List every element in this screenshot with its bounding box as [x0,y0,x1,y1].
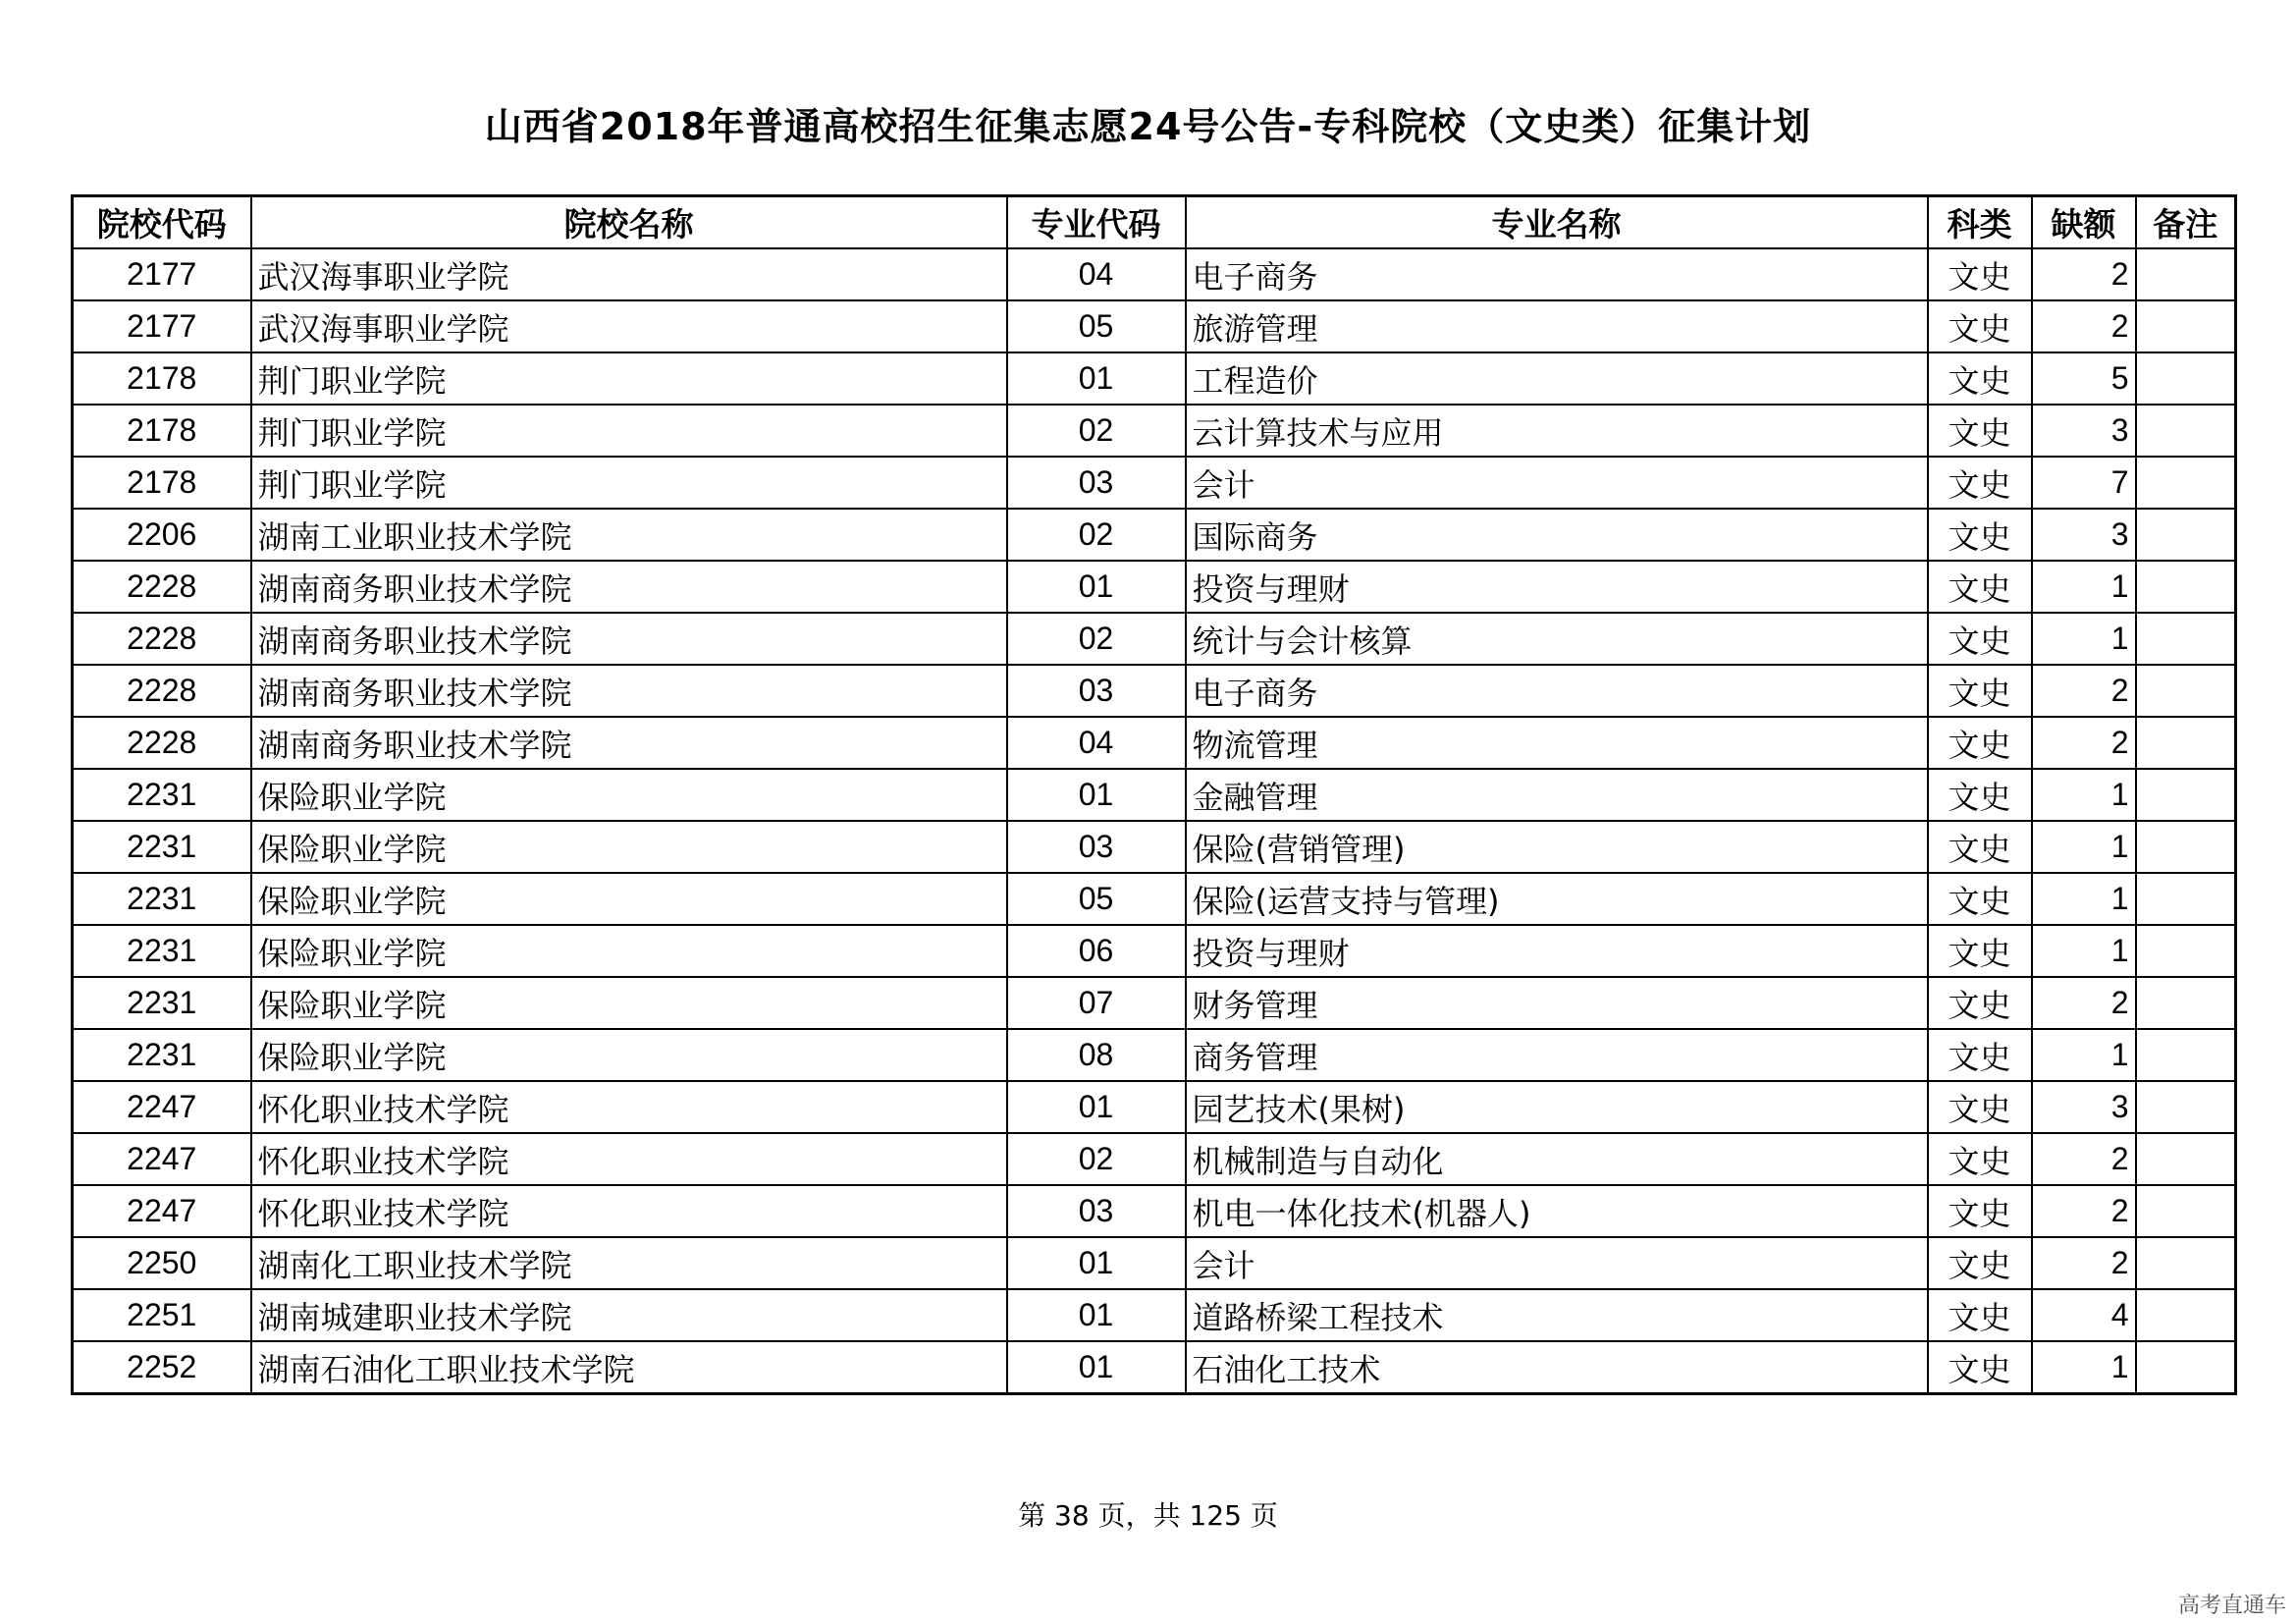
cell-school-name: 湖南城建职业技术学院 [251,1289,1007,1341]
cell-category: 文史 [1928,300,2032,352]
cell-quota: 1 [2032,1029,2136,1081]
cell-category: 文史 [1928,613,2032,665]
cell-major-code: 02 [1007,509,1186,561]
table-row [73,300,2236,352]
page-footer: 第 38 页，共 125 页 [1018,1499,1278,1532]
cell-major-name: 金融管理 [1186,769,1928,821]
cell-school-code: 2231 [73,925,251,977]
cell-major-name: 国际商务 [1186,509,1928,561]
cell-quota: 1 [2032,769,2136,821]
cell-category: 文史 [1928,925,2032,977]
cell-school-code: 2177 [73,248,251,300]
cell-category: 文史 [1928,1081,2032,1133]
cell-category: 文史 [1928,248,2032,300]
cell-school-name: 湖南商务职业技术学院 [251,665,1007,717]
cell-major-code: 08 [1007,1029,1186,1081]
cell-quota: 2 [2032,977,2136,1029]
header-major-code: 专业代码 [1007,196,1186,249]
cell-school-name: 怀化职业技术学院 [251,1133,1007,1185]
cell-school-code: 2231 [73,769,251,821]
cell-note [2136,1237,2236,1289]
cell-major-name: 道路桥梁工程技术 [1186,1289,1928,1341]
cell-note [2136,873,2236,925]
cell-school-code: 2228 [73,665,251,717]
cell-major-code: 05 [1007,873,1186,925]
table-body [73,248,2236,1394]
cell-school-name: 保险职业学院 [251,1029,1007,1081]
cell-quota: 2 [2032,717,2136,769]
cell-quota: 2 [2032,665,2136,717]
cell-school-name: 怀化职业技术学院 [251,1185,1007,1237]
cell-school-code: 2178 [73,457,251,509]
cell-category: 文史 [1928,509,2032,561]
cell-category: 文史 [1928,352,2032,405]
cell-note [2136,248,2236,300]
cell-major-code: 01 [1007,561,1186,613]
cell-quota: 2 [2032,248,2136,300]
table-row [73,1341,2236,1394]
cell-category: 文史 [1928,1341,2032,1394]
cell-major-code: 06 [1007,925,1186,977]
cell-quota: 1 [2032,925,2136,977]
cell-category: 文史 [1928,1289,2032,1341]
cell-category: 文史 [1928,821,2032,873]
cell-school-name: 保险职业学院 [251,873,1007,925]
cell-school-code: 2247 [73,1185,251,1237]
cell-quota: 2 [2032,1185,2136,1237]
cell-quota: 3 [2032,1081,2136,1133]
cell-school-name: 怀化职业技术学院 [251,1081,1007,1133]
cell-note [2136,1341,2236,1394]
cell-major-code: 03 [1007,457,1186,509]
table-row [73,1289,2236,1341]
cell-quota: 7 [2032,457,2136,509]
table-row [73,561,2236,613]
table-row [73,1081,2236,1133]
header-school-code: 院校代码 [73,196,251,249]
cell-note [2136,561,2236,613]
cell-quota: 2 [2032,1237,2136,1289]
cell-major-code: 02 [1007,405,1186,457]
cell-school-code: 2228 [73,561,251,613]
cell-note [2136,300,2236,352]
cell-school-name: 湖南化工职业技术学院 [251,1237,1007,1289]
cell-major-name: 旅游管理 [1186,300,1928,352]
cell-school-code: 2178 [73,405,251,457]
cell-school-code: 2228 [73,717,251,769]
cell-school-name: 湖南商务职业技术学院 [251,561,1007,613]
cell-school-code: 2250 [73,1237,251,1289]
cell-quota: 1 [2032,821,2136,873]
cell-note [2136,717,2236,769]
cell-note [2136,1289,2236,1341]
table-row [73,1185,2236,1237]
cell-category: 文史 [1928,873,2032,925]
header-school-name: 院校名称 [251,196,1007,249]
cell-school-code: 2177 [73,300,251,352]
table-header-row [73,196,2236,249]
cell-category: 文史 [1928,1185,2032,1237]
cell-note [2136,1081,2236,1133]
cell-school-code: 2231 [73,821,251,873]
cell-quota: 5 [2032,352,2136,405]
table-row [73,821,2236,873]
cell-school-name: 武汉海事职业学院 [251,248,1007,300]
cell-major-code: 01 [1007,769,1186,821]
cell-category: 文史 [1928,457,2032,509]
table-row [73,925,2236,977]
cell-category: 文史 [1928,1133,2032,1185]
cell-note [2136,405,2236,457]
cell-major-code: 01 [1007,1237,1186,1289]
cell-major-code: 01 [1007,352,1186,405]
cell-quota: 2 [2032,300,2136,352]
cell-major-code: 05 [1007,300,1186,352]
page-title: 山西省2018年普通高校招生征集志愿24号公告-专科院校（文史类）征集计划 [484,105,1812,148]
cell-major-code: 01 [1007,1341,1186,1394]
cell-note [2136,925,2236,977]
header-major-name: 专业名称 [1186,196,1928,249]
cell-major-name: 云计算技术与应用 [1186,405,1928,457]
cell-school-code: 2206 [73,509,251,561]
cell-school-name: 湖南商务职业技术学院 [251,613,1007,665]
cell-note [2136,977,2236,1029]
cell-major-name: 商务管理 [1186,1029,1928,1081]
cell-school-name: 保险职业学院 [251,821,1007,873]
cell-major-code: 07 [1007,977,1186,1029]
cell-school-name: 荆门职业学院 [251,352,1007,405]
table-row [73,1237,2236,1289]
cell-quota: 4 [2032,1289,2136,1341]
cell-quota: 2 [2032,1133,2136,1185]
cell-category: 文史 [1928,1029,2032,1081]
cell-major-name: 工程造价 [1186,352,1928,405]
cell-school-code: 2178 [73,352,251,405]
cell-major-code: 02 [1007,1133,1186,1185]
header-quota: 缺额 [2032,196,2136,249]
cell-quota: 1 [2032,1341,2136,1394]
table-row [73,1133,2236,1185]
cell-major-code: 04 [1007,717,1186,769]
cell-school-name: 武汉海事职业学院 [251,300,1007,352]
cell-major-code: 01 [1007,1081,1186,1133]
cell-note [2136,613,2236,665]
table-row [73,352,2236,405]
cell-major-name: 电子商务 [1186,665,1928,717]
cell-category: 文史 [1928,717,2032,769]
cell-quota: 3 [2032,405,2136,457]
cell-major-name: 统计与会计核算 [1186,613,1928,665]
cell-major-name: 保险(营销管理) [1186,821,1928,873]
cell-school-code: 2247 [73,1081,251,1133]
table-row [73,769,2236,821]
cell-school-code: 2231 [73,977,251,1029]
table-row [73,405,2236,457]
cell-note [2136,1029,2236,1081]
cell-major-name: 财务管理 [1186,977,1928,1029]
header-category: 科类 [1928,196,2032,249]
cell-major-name: 物流管理 [1186,717,1928,769]
cell-school-name: 湖南石油化工职业技术学院 [251,1341,1007,1394]
cell-school-code: 2252 [73,1341,251,1394]
cell-major-code: 01 [1007,1289,1186,1341]
table-row [73,873,2236,925]
cell-school-code: 2231 [73,873,251,925]
cell-school-name: 保险职业学院 [251,977,1007,1029]
cell-major-name: 会计 [1186,457,1928,509]
cell-category: 文史 [1928,977,2032,1029]
cell-quota: 1 [2032,873,2136,925]
cell-major-code: 03 [1007,665,1186,717]
header-note: 备注 [2136,196,2236,249]
cell-major-name: 电子商务 [1186,248,1928,300]
cell-note [2136,1185,2236,1237]
cell-major-name: 机电一体化技术(机器人) [1186,1185,1928,1237]
cell-school-code: 2231 [73,1029,251,1081]
cell-school-name: 湖南商务职业技术学院 [251,717,1007,769]
cell-major-code: 03 [1007,821,1186,873]
cell-major-code: 04 [1007,248,1186,300]
cell-major-name: 会计 [1186,1237,1928,1289]
cell-note [2136,665,2236,717]
cell-school-code: 2228 [73,613,251,665]
cell-major-name: 保险(运营支持与管理) [1186,873,1928,925]
cell-category: 文史 [1928,405,2032,457]
table-row [73,457,2236,509]
table-row [73,509,2236,561]
cell-major-code: 03 [1007,1185,1186,1237]
cell-school-name: 荆门职业学院 [251,457,1007,509]
cell-school-name: 保险职业学院 [251,925,1007,977]
cell-major-name: 石油化工技术 [1186,1341,1928,1394]
cell-school-name: 荆门职业学院 [251,405,1007,457]
cell-quota: 1 [2032,613,2136,665]
cell-category: 文史 [1928,665,2032,717]
cell-note [2136,821,2236,873]
cell-category: 文史 [1928,769,2032,821]
cell-major-name: 园艺技术(果树) [1186,1081,1928,1133]
cell-category: 文史 [1928,1237,2032,1289]
table-row [73,248,2236,300]
cell-school-name: 湖南工业职业技术学院 [251,509,1007,561]
cell-major-name: 机械制造与自动化 [1186,1133,1928,1185]
watermark: 高考直通车 [2177,1594,2286,1618]
cell-school-name: 保险职业学院 [251,769,1007,821]
enrollment-plan-table [71,194,2237,1395]
cell-school-code: 2251 [73,1289,251,1341]
cell-note [2136,352,2236,405]
cell-major-name: 投资与理财 [1186,561,1928,613]
table-row [73,665,2236,717]
table-row [73,717,2236,769]
cell-note [2136,509,2236,561]
cell-category: 文史 [1928,561,2032,613]
table-row [73,977,2236,1029]
table-row [73,1029,2236,1081]
cell-major-code: 02 [1007,613,1186,665]
cell-school-code: 2247 [73,1133,251,1185]
table-row [73,613,2236,665]
cell-quota: 3 [2032,509,2136,561]
cell-note [2136,769,2236,821]
cell-major-name: 投资与理财 [1186,925,1928,977]
cell-note [2136,1133,2236,1185]
cell-note [2136,457,2236,509]
cell-quota: 1 [2032,561,2136,613]
